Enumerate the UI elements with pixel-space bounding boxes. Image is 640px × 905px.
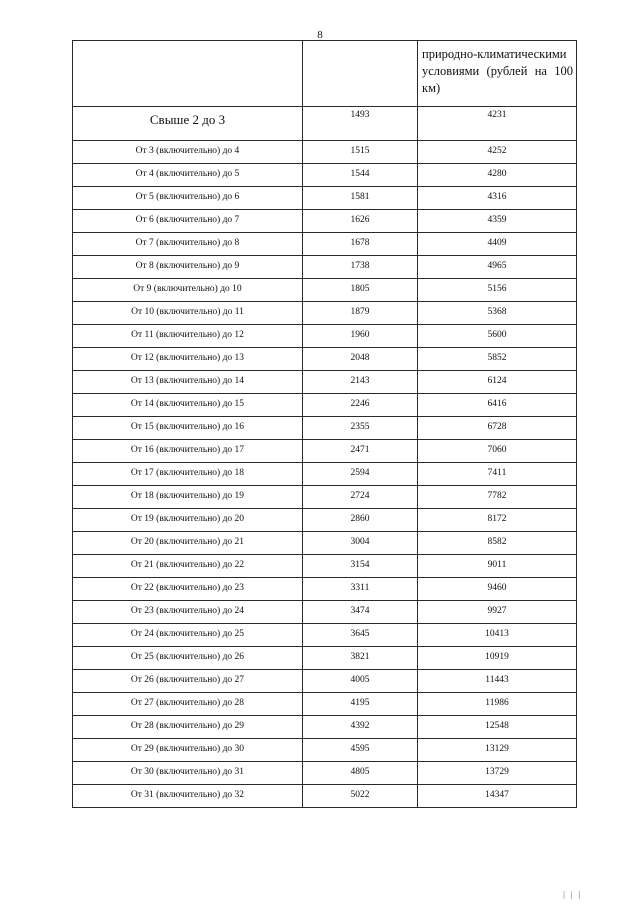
range-cell: От 24 (включительно) до 25 [73,624,303,647]
climate-value-cell: 13729 [418,762,577,785]
climate-value-cell: 6416 [418,394,577,417]
climate-value-cell: 10413 [418,624,577,647]
base-value-cell: 2246 [303,394,418,417]
climate-value-cell: 12548 [418,716,577,739]
table-row [73,256,577,279]
range-cell: От 6 (включительно) до 7 [73,210,303,233]
table-row [73,302,577,325]
table-row [73,440,577,463]
table-row [73,233,577,256]
table-row [73,624,577,647]
base-value-cell: 2143 [303,371,418,394]
climate-value-cell: 14347 [418,785,577,808]
range-cell: От 26 (включительно) до 27 [73,670,303,693]
table-row [73,325,577,348]
table-row [73,463,577,486]
table-row [73,348,577,371]
base-value-cell: 4595 [303,739,418,762]
range-cell: От 22 (включительно) до 23 [73,578,303,601]
base-value-cell: 1678 [303,233,418,256]
climate-value-cell: 8172 [418,509,577,532]
base-value-cell: 2048 [303,348,418,371]
base-value-cell: 4392 [303,716,418,739]
base-value-cell: 3311 [303,578,418,601]
base-value-cell: 3004 [303,532,418,555]
table-row [73,532,577,555]
climate-value-cell: 4965 [418,256,577,279]
climate-value-cell: 10919 [418,647,577,670]
range-cell: От 23 (включительно) до 24 [73,601,303,624]
table-row [73,164,577,187]
range-cell: От 10 (включительно) до 11 [73,302,303,325]
range-cell: От 15 (включительно) до 16 [73,417,303,440]
table-row [73,107,577,141]
climate-value-cell: 11986 [418,693,577,716]
climate-value-cell: 7782 [418,486,577,509]
base-value-cell: 1960 [303,325,418,348]
climate-value-cell: 4280 [418,164,577,187]
range-cell: От 31 (включительно) до 32 [73,785,303,808]
climate-value-cell: 4252 [418,141,577,164]
base-value-cell: 1544 [303,164,418,187]
base-value-cell: 4805 [303,762,418,785]
table-row [73,785,577,808]
table-row [73,670,577,693]
range-cell: От 3 (включительно) до 4 [73,141,303,164]
table-row [73,210,577,233]
base-value-cell: 1515 [303,141,418,164]
tariff-table [72,40,577,808]
climate-value-cell: 5600 [418,325,577,348]
range-cell: От 5 (включительно) до 6 [73,187,303,210]
range-cell: От 4 (включительно) до 5 [73,164,303,187]
base-value-cell: 5022 [303,785,418,808]
base-value-cell: 1581 [303,187,418,210]
table-row [73,141,577,164]
climate-value-cell: 5852 [418,348,577,371]
climate-value-cell: 13129 [418,739,577,762]
base-value-cell: 4005 [303,670,418,693]
base-value-cell: 2860 [303,509,418,532]
tariff-table-body [73,41,577,808]
base-value-cell: 1626 [303,210,418,233]
range-cell: Свыше 2 до 3 [73,107,303,141]
range-cell: От 30 (включительно) до 31 [73,762,303,785]
climate-value-cell: 11443 [418,670,577,693]
table-row [73,371,577,394]
corner-mark: | | | [563,890,582,899]
base-value-cell: 3645 [303,624,418,647]
table-row [73,578,577,601]
climate-value-cell: 6124 [418,371,577,394]
range-cell: От 29 (включительно) до 30 [73,739,303,762]
range-cell: От 13 (включительно) до 14 [73,371,303,394]
range-cell: От 9 (включительно) до 10 [73,279,303,302]
climate-value-cell: 7411 [418,463,577,486]
base-value-cell: 1805 [303,279,418,302]
table-row [73,601,577,624]
climate-value-cell: 4409 [418,233,577,256]
table-row [73,716,577,739]
base-value-cell: 2724 [303,486,418,509]
climate-value-cell: 4316 [418,187,577,210]
table-row [73,762,577,785]
range-cell: От 8 (включительно) до 9 [73,256,303,279]
range-cell: От 28 (включительно) до 29 [73,716,303,739]
table-row [73,739,577,762]
climate-value-cell: 4231 [418,107,577,141]
range-cell: От 18 (включительно) до 19 [73,486,303,509]
range-cell: От 21 (включительно) до 22 [73,555,303,578]
base-value-cell: 3821 [303,647,418,670]
climate-value-cell: 4359 [418,210,577,233]
range-cell: От 11 (включительно) до 12 [73,325,303,348]
range-cell: От 7 (включительно) до 8 [73,233,303,256]
base-value-cell: 3154 [303,555,418,578]
header-cell-range [73,41,303,107]
table-row [73,394,577,417]
table-header-row [73,41,577,107]
base-value-cell: 2471 [303,440,418,463]
header-cell-climate: природно-климатическими условиями (рублей на 100 км) [418,41,577,107]
range-cell: От 16 (включительно) до 17 [73,440,303,463]
range-cell: От 27 (включительно) до 28 [73,693,303,716]
range-cell: От 17 (включительно) до 18 [73,463,303,486]
base-value-cell: 1493 [303,107,418,141]
table-row [73,555,577,578]
base-value-cell: 2355 [303,417,418,440]
base-value-cell: 3474 [303,601,418,624]
climate-value-cell: 7060 [418,440,577,463]
table-row [73,417,577,440]
range-cell: От 20 (включительно) до 21 [73,532,303,555]
table-row [73,647,577,670]
climate-value-cell: 8582 [418,532,577,555]
climate-value-cell: 5368 [418,302,577,325]
header-cell-base [303,41,418,107]
climate-value-cell: 5156 [418,279,577,302]
table-row [73,486,577,509]
base-value-cell: 4195 [303,693,418,716]
climate-value-cell: 9460 [418,578,577,601]
base-value-cell: 2594 [303,463,418,486]
table-row [73,509,577,532]
climate-value-cell: 9927 [418,601,577,624]
range-cell: От 14 (включительно) до 15 [73,394,303,417]
page-number: 8 [317,29,323,41]
range-cell: От 12 (включительно) до 13 [73,348,303,371]
climate-value-cell: 6728 [418,417,577,440]
table-row [73,187,577,210]
range-cell: От 19 (включительно) до 20 [73,509,303,532]
base-value-cell: 1879 [303,302,418,325]
table-row [73,693,577,716]
base-value-cell: 1738 [303,256,418,279]
climate-value-cell: 9011 [418,555,577,578]
table-row [73,279,577,302]
range-cell: От 25 (включительно) до 26 [73,647,303,670]
